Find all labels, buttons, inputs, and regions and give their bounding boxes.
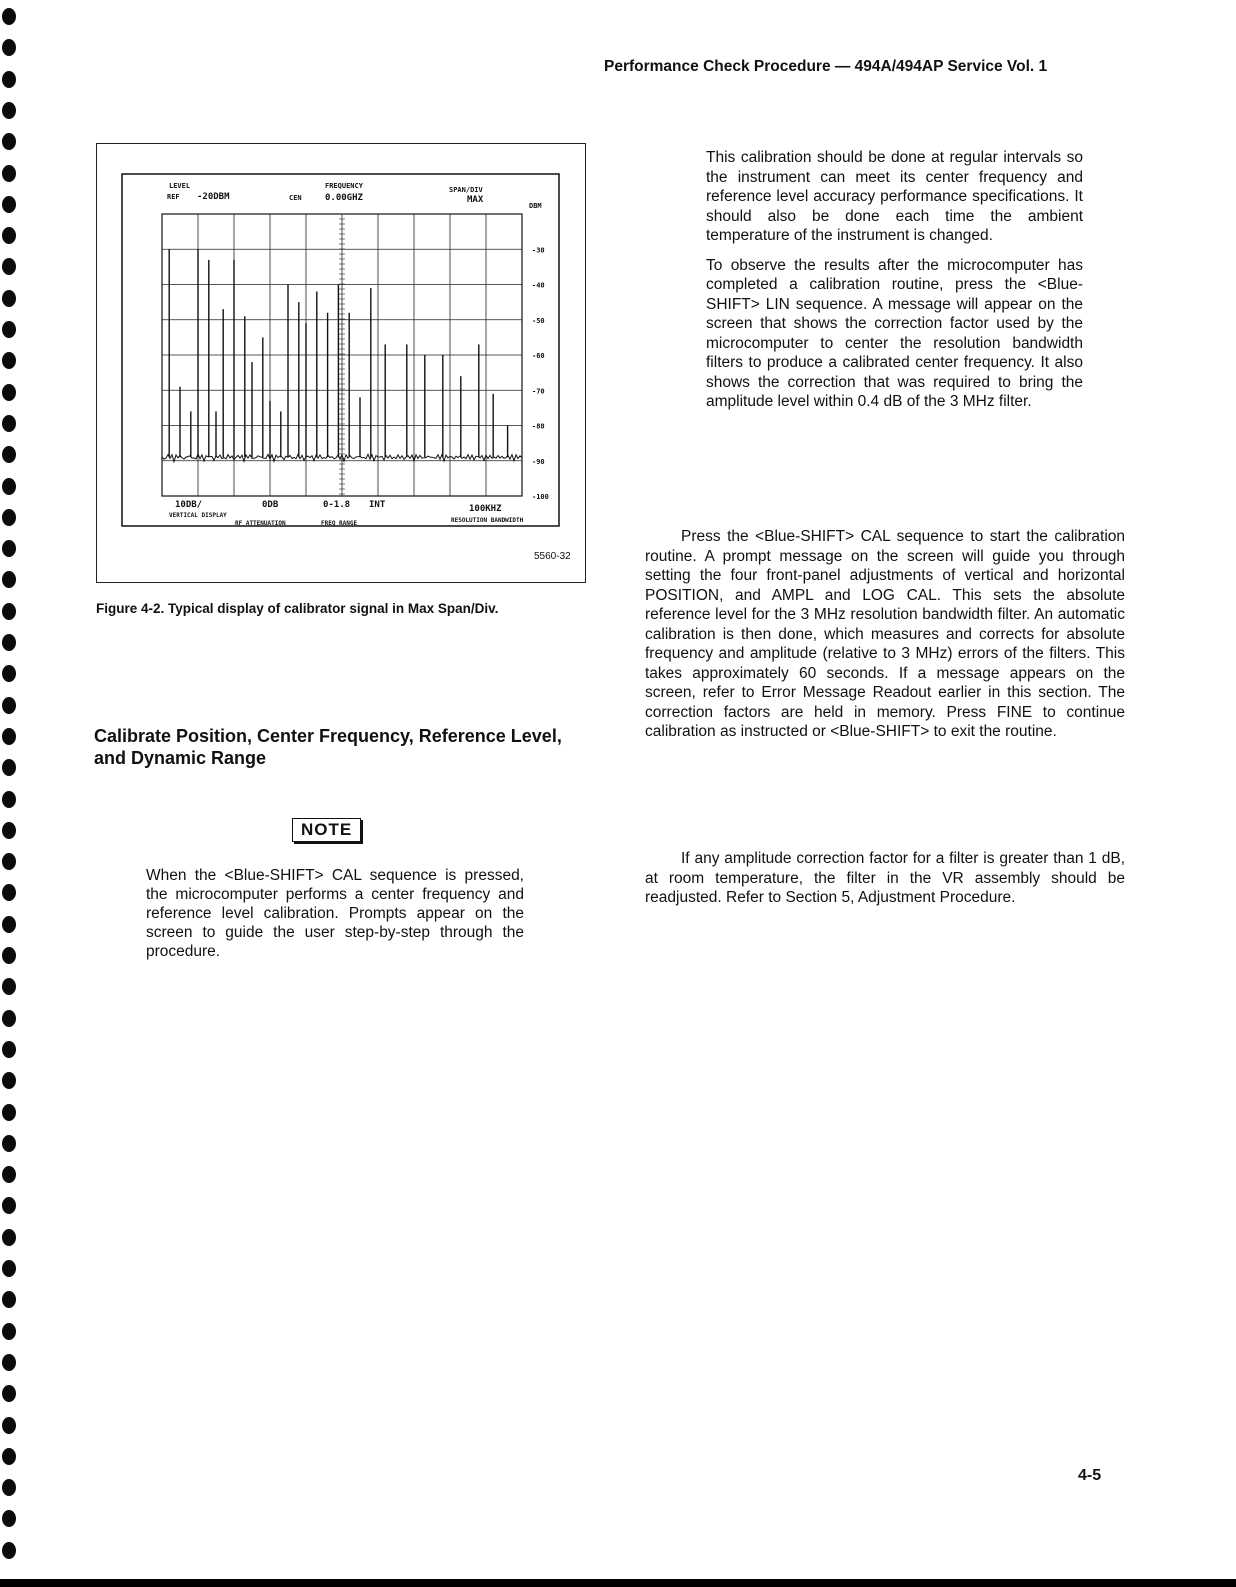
y-tick-label: -70 bbox=[532, 387, 545, 396]
binder-hole bbox=[2, 258, 16, 275]
note-text: When the <Blue-SHIFT> CAL sequence is pressed, the microcomputer performs a center frequency and reference level calibration. Prompts appear on the screen to guide the user step-by-step through the procedure. bbox=[146, 867, 524, 960]
binder-hole bbox=[2, 634, 16, 651]
binder-hole bbox=[2, 1479, 16, 1496]
binder-hole bbox=[2, 1104, 16, 1121]
binder-hole bbox=[2, 1291, 16, 1308]
binder-hole bbox=[2, 478, 16, 495]
span-value: MAX bbox=[467, 195, 484, 205]
binder-hole bbox=[2, 728, 16, 745]
binder-hole bbox=[2, 1072, 16, 1089]
frequency-label: FREQUENCY bbox=[325, 182, 363, 190]
binder-hole bbox=[2, 1448, 16, 1465]
spectrum-display bbox=[97, 144, 587, 584]
rf-label: RF ATTENUATION bbox=[235, 520, 286, 527]
running-header: Performance Check Procedure — 494A/494AP Service Vol. 1 bbox=[604, 58, 1048, 75]
center-label: CEN bbox=[289, 194, 302, 202]
binder-hole bbox=[2, 415, 16, 432]
vertical-label: VERTICAL DISPLAY bbox=[169, 512, 227, 519]
binder-hole bbox=[2, 978, 16, 995]
binder-hole bbox=[2, 603, 16, 620]
note-label: NOTE bbox=[292, 818, 361, 842]
binder-hole bbox=[2, 822, 16, 839]
binder-hole bbox=[2, 947, 16, 964]
y-tick-label: -100 bbox=[532, 493, 549, 501]
section-title: Calibrate Position, Center Frequency, Reference Level, and Dynamic Range bbox=[94, 726, 562, 768]
binder-hole bbox=[2, 697, 16, 714]
paragraph: Press the <Blue-SHIFT> CAL sequence to start the calibration routine. A prompt message on the screen will guide you through setting the four front-panel adjustments of vertical and horizontal POSITION, and AMPL and LOG CAL. This sets the absolute reference level for the 3 MHz resolution bandwidth filter. An automatic calibration is then done, which measures and corrects for absolute frequency and amplitude (relative to 3 MHz) errors of the filters. This takes approximately 60 seconds. If a message appears on the screen, refer to Error Message Readout earlier in this section. The correction factors are held in memory. Press FINE to continue calibration as instructed or <Blue-SHIFT> to exit the routine. bbox=[645, 528, 1125, 740]
binder-hole bbox=[2, 791, 16, 808]
binder-hole bbox=[2, 133, 16, 150]
binder-hole bbox=[2, 1510, 16, 1527]
y-tick-label: -40 bbox=[532, 281, 545, 290]
binder-hole bbox=[2, 884, 16, 901]
paragraph: This calibration should be done at regular intervals so the instrument can meet its center frequency and reference level accuracy performance specifications. It should also be done each time the ambient temperature of the instrument is changed. bbox=[706, 149, 1083, 244]
binder-hole bbox=[2, 1260, 16, 1277]
freq-range-value: 0-1.8 bbox=[323, 500, 351, 510]
rbw-label: RESOLUTION BANDWIDTH bbox=[451, 517, 524, 524]
binder-hole bbox=[2, 1010, 16, 1027]
binder-holes bbox=[0, 0, 20, 1587]
binder-hole bbox=[2, 196, 16, 213]
level-label: LEVEL bbox=[169, 182, 191, 190]
dbm-label: DBM bbox=[529, 202, 542, 210]
binder-hole bbox=[2, 39, 16, 56]
binder-hole bbox=[2, 1166, 16, 1183]
binder-hole bbox=[2, 1323, 16, 1340]
screen-border bbox=[122, 174, 559, 526]
paragraph: If any amplitude correction factor for a filter is greater than 1 dB, at room temperature, the filter in the VR assembly should be readjusted. Refer to Section 5, Adjustment Procedure. bbox=[645, 850, 1125, 906]
figure-caption: Figure 4-2. Typical display of calibrator signal in Max Span/Div. bbox=[96, 601, 499, 616]
figure-frame bbox=[96, 143, 586, 583]
ref-label: REF bbox=[167, 193, 180, 201]
binder-hole bbox=[2, 1041, 16, 1058]
y-tick-label: -30 bbox=[532, 246, 545, 255]
y-tick-label: -60 bbox=[532, 352, 545, 360]
binder-hole bbox=[2, 165, 16, 182]
plate-id: 5560-32 bbox=[534, 551, 571, 562]
binder-hole bbox=[2, 227, 16, 244]
binder-hole bbox=[2, 540, 16, 557]
binder-hole bbox=[2, 571, 16, 588]
freq-range-label: FREQ RANGE bbox=[321, 520, 358, 527]
binder-hole bbox=[2, 1197, 16, 1214]
binder-hole bbox=[2, 8, 16, 25]
binder-hole bbox=[2, 1385, 16, 1402]
y-tick-label: -50 bbox=[532, 316, 545, 325]
binder-hole bbox=[2, 1417, 16, 1434]
signal-peaks bbox=[169, 249, 507, 457]
page-number: 4-5 bbox=[1078, 1467, 1102, 1484]
binder-hole bbox=[2, 1229, 16, 1246]
binder-hole bbox=[2, 509, 16, 526]
binder-hole bbox=[2, 1542, 16, 1559]
page-bottom-edge bbox=[0, 1579, 1236, 1587]
binder-hole bbox=[2, 1354, 16, 1371]
rf-value: 0DB bbox=[262, 500, 279, 510]
frequency-value: 0.00GHZ bbox=[325, 193, 363, 203]
y-tick-labels bbox=[532, 246, 549, 501]
binder-hole bbox=[2, 290, 16, 307]
binder-hole bbox=[2, 916, 16, 933]
binder-hole bbox=[2, 446, 16, 463]
rbw-value: 100KHZ bbox=[469, 504, 502, 514]
binder-hole bbox=[2, 853, 16, 870]
paragraph: To observe the results after the microcomputer has completed a calibration routine, press the <Blue-SHIFT> LIN sequence. A message will appear on the screen that shows the correction factor used by the microcomputer to center the resolution bandwidth filters to produce a calibrated center frequency. It also shows the correction that was required to bring the amplitude level within 0.4 dB of the 3 MHz filter. bbox=[706, 256, 1083, 410]
binder-hole bbox=[2, 759, 16, 776]
y-tick-label: -90 bbox=[532, 457, 545, 466]
binder-hole bbox=[2, 384, 16, 401]
y-tick-label: -80 bbox=[532, 422, 545, 431]
binder-hole bbox=[2, 71, 16, 88]
span-label: SPAN/DIV bbox=[449, 186, 483, 194]
vertical-value: 10DB/ bbox=[175, 500, 203, 510]
binder-hole bbox=[2, 665, 16, 682]
binder-hole bbox=[2, 1135, 16, 1152]
int-value: INT bbox=[369, 500, 386, 510]
right-column bbox=[706, 148, 1083, 422]
binder-hole bbox=[2, 321, 16, 338]
level-value: -20DBM bbox=[197, 192, 230, 202]
binder-hole bbox=[2, 352, 16, 369]
binder-hole bbox=[2, 102, 16, 119]
